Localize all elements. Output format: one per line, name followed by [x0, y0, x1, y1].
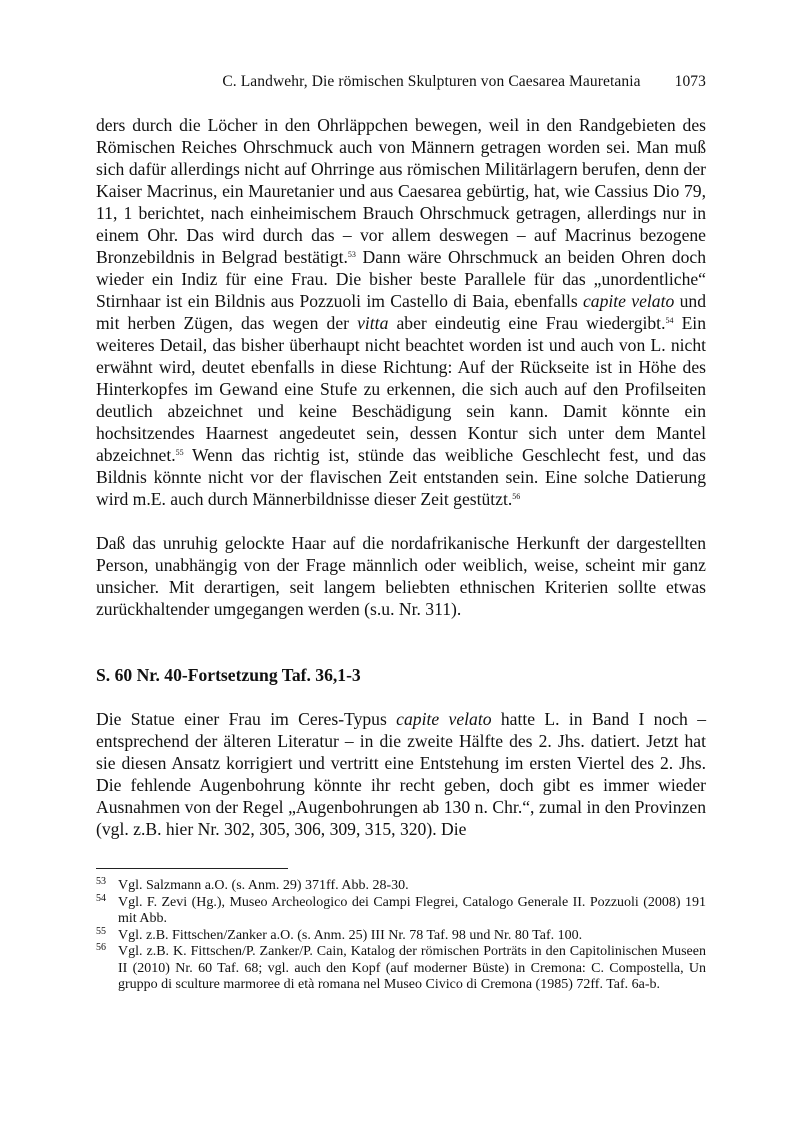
text-run: Ein weiteres Detail, das bisher überhaupt nicht beachtet worden ist und auch von L. nicht erwähnt wird, deutet ebenfalls in diese Richtung: Auf der Rückseite ist in Höhe des Hinterkopfes im Gewand eine Stufe zu erkennen, die sich auch auf den Profilseiten deutlich abzeichnet und keine Beschädigung sein kann. Damit könnte ein hochsitzendes Haarnest angedeutet sein, dessen Kontur sich unter dem Mantel abzeichnet.	[96, 313, 706, 465]
paragraph-1	[96, 114, 706, 510]
text-run: ders durch die Löcher in den Ohrläppchen bewegen, weil in den Randgebieten des Römischen Reiches Ohrschmuck auch von Männern getragen worden sei. Man muß sich dafür allerdings nicht auf Ohrringe aus römischen Militärlagern berufen, denn der Kaiser Macrinus, ein Mauretanier und aus Caesarea gebürtig, hat, wie Cassius Dio 79, 11, 1 berichtet, nach einheimischem Brauch Ohrschmuck getragen, allerdings nur in einem Ohr. Das wird durch das – vor allem deswegen – auf Macrinus bezogene Bronzebildnis in Belgrad bestätigt.	[96, 115, 706, 267]
footnote-53	[96, 878, 706, 895]
footnote-text: Vgl. Salzmann a.O. (s. Anm. 29) 371ff. Abb. 28-30.	[118, 878, 409, 893]
text-run: Wenn das richtig ist, stünde das weibliche Geschlecht fest, und das Bildnis könnte nicht vor der flavischen Zeit entstanden sein. Eine solche Datierung wird m.E. auch durch Männerbildnisse dieser Zeit gestützt.	[96, 445, 706, 509]
footnote-number: 54	[96, 892, 106, 904]
italic-term: vitta	[357, 313, 389, 333]
text-run: hatte L. in Band I noch – entsprechend der älteren Literatur – in die zweite Hälfte des 2. Jhs. datiert. Jetzt hat sie diesen Ansatz korrigiert und vertritt eine Entstehung im ersten Viertel des 2. Jhs. Die fehlende Augenbohrung könnte ihr recht geben, doch gibt es immer wieder Ausnahmen von der Regel „Augenbohrungen ab 130 n. Chr.“, zumal in den Provinzen (vgl. z.B. hier Nr. 302, 305, 306, 309, 315, 320). Die	[96, 709, 707, 839]
paragraph-3	[96, 708, 706, 840]
paragraph-2: Daß das unruhig gelockte Haar auf die nordafrikanische Herkunft der dargestellten Person, unabhängig von der Frage männlich oder weiblich, weise, scheint mir ganz unsicher. Mit derartigen, seit langem beliebten ethnischen Kriterien sollte etwas zurückhaltender umgegangen werden (s.u. Nr. 311).	[96, 533, 706, 619]
footnote-ref-53: 53	[347, 250, 356, 259]
footnote-number: 56	[96, 942, 106, 953]
page-number: 1073	[674, 73, 706, 90]
footnote-56	[96, 944, 706, 994]
footnote-ref-56: 56	[512, 492, 521, 501]
footnote-number: 53	[96, 876, 106, 887]
footnote-ref-55: 55	[175, 448, 184, 457]
text-run: und mit herben Zügen, das wegen der	[96, 291, 707, 333]
footnote-54	[96, 892, 706, 928]
footnote-text: Vgl. z.B. K. Fittschen/P. Zanker/P. Cain, Katalog der römischen Porträts in den Capitolinischen Museen II (2010) Nr. 60 Taf. 68; vgl. auch den Kopf (auf moderner Büste) in Cremona: C. Compostella, Un gruppo di sculture marmoree di età romana nel Museo Civico di Cremona (1985) 72ff. Taf. 6a-b.	[118, 944, 706, 992]
footnote-text: Vgl. z.B. Fittschen/Zanker a.O. (s. Anm. 25) III Nr. 78 Taf. 98 und Nr. 80 Taf. 100.	[118, 927, 583, 943]
footnote-text: Vgl. F. Zevi (Hg.), Museo Archeologico dei Campi Flegrei, Catalogo Generale II. Pozzuoli (2008) 191 mit Abb.	[118, 894, 706, 926]
text-run: Die Statue einer Frau im Ceres-Typus	[96, 709, 397, 729]
running-head	[96, 73, 706, 93]
footnote-number: 55	[96, 925, 106, 937]
footnote-ref-54: 54	[665, 316, 674, 325]
running-head-title: C. Landwehr, Die römischen Skulpturen von Caesarea Mauretania	[222, 73, 641, 90]
footnote-55	[96, 925, 706, 945]
main-text	[96, 114, 706, 840]
footnotes	[96, 878, 706, 994]
italic-term: capite velato	[396, 709, 492, 729]
italic-term: capite velato	[583, 291, 675, 311]
footnote-separator	[96, 868, 288, 869]
text-run: aber eindeutig eine Frau wiedergibt.	[388, 313, 666, 333]
section-heading: S. 60 Nr. 40-Fortsetzung Taf. 36,1-3	[96, 665, 361, 685]
text-run: Dann wäre Ohrschmuck an beiden Ohren doch wieder ein Indiz für eine Frau. Die bisher beste Parallele für das „unordentliche“ Stirnhaar ist ein Bildnis aus Pozzuoli im Castello di Baia, ebenfalls	[96, 247, 706, 311]
